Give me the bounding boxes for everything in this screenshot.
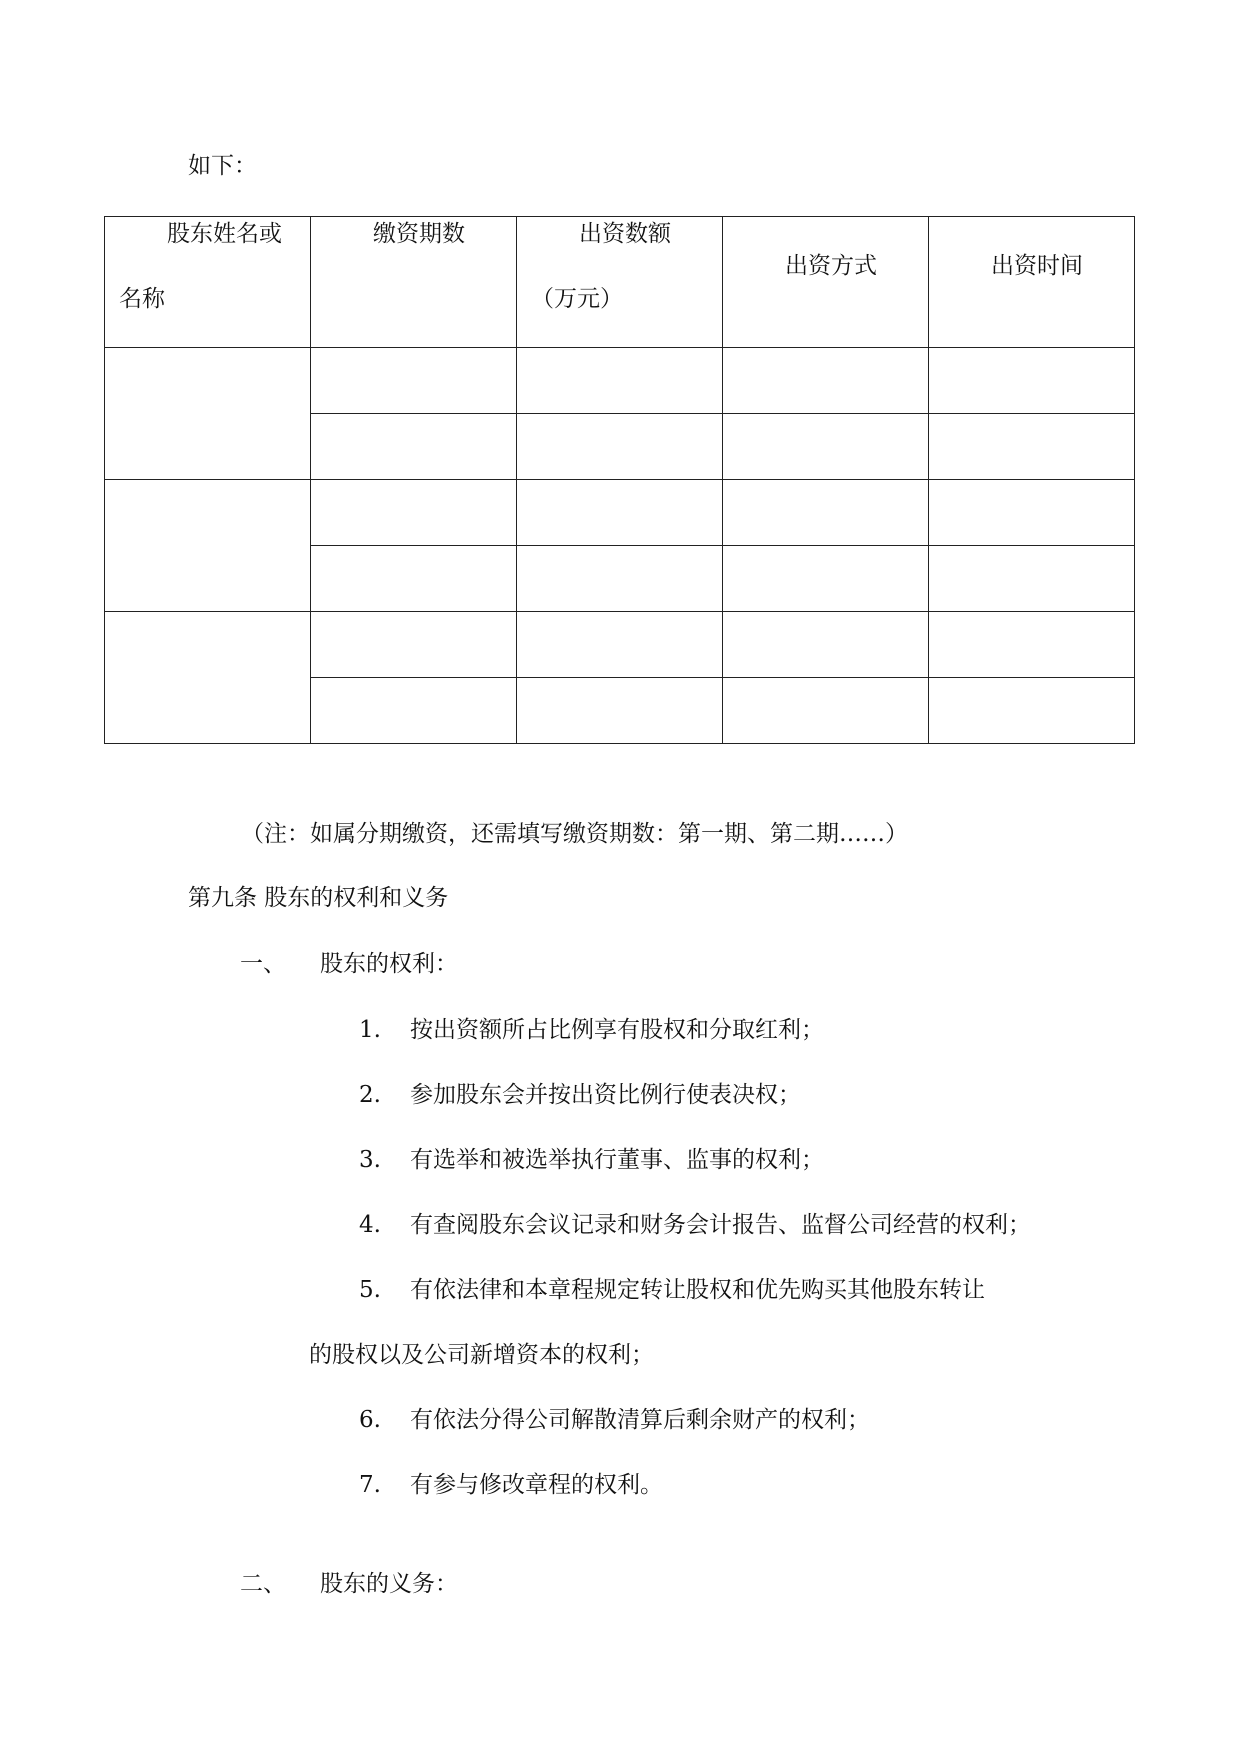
section-one-number: 一、 (240, 951, 286, 977)
header-amount-line2: （万元） (531, 286, 623, 312)
header-time-label: 出资时间 (991, 253, 1083, 279)
table-header-row (105, 217, 1135, 348)
installment-note: （注：如属分期缴资，还需填写缴资期数：第一期、第二期……） (241, 821, 908, 847)
installment-cell[interactable] (311, 612, 517, 678)
right-item-text: 有依法分得公司解散清算后剩余财产的权利； (410, 1407, 870, 1433)
installment-cell[interactable] (311, 546, 517, 612)
right-item-text: 有查阅股东会议记录和财务会计报告、监督公司经营的权利； (410, 1212, 1031, 1238)
amount-cell[interactable] (517, 678, 723, 744)
header-amount (517, 217, 723, 348)
intro-text: 如下： (188, 153, 257, 179)
right-item-text: 参加股东会并按出资比例行使表决权； (410, 1082, 801, 1108)
header-shareholder-line2: 名称 (119, 286, 165, 312)
table-row (105, 348, 1135, 414)
right-item-number: 5. (359, 1277, 381, 1303)
right-item-number: 4. (359, 1212, 381, 1238)
right-item-number: 6. (359, 1407, 381, 1433)
header-shareholder (105, 217, 311, 348)
installment-cell[interactable] (311, 414, 517, 480)
table-row (105, 612, 1135, 678)
right-item-continuation: 的股权以及公司新增资本的权利； (309, 1342, 654, 1368)
section-two-title: 股东的义务： (320, 1571, 458, 1597)
method-cell[interactable] (723, 678, 929, 744)
method-cell[interactable] (723, 414, 929, 480)
time-cell[interactable] (929, 678, 1135, 744)
header-method-label: 出资方式 (785, 253, 877, 279)
installment-cell[interactable] (311, 348, 517, 414)
method-cell[interactable] (723, 546, 929, 612)
installment-cell[interactable] (311, 480, 517, 546)
section-two-number: 二、 (240, 1571, 286, 1597)
amount-cell[interactable] (517, 348, 723, 414)
time-cell[interactable] (929, 414, 1135, 480)
header-amount-line1: 出资数额 (579, 221, 671, 247)
article-title: 第九条 股东的权利和义务 (188, 885, 449, 911)
header-installments (311, 217, 517, 348)
right-item-text: 有依法律和本章程规定转让股权和优先购买其他股东转让 (410, 1277, 985, 1303)
right-item-text: 按出资额所占比例享有股权和分取红利； (410, 1017, 824, 1043)
section-one-title: 股东的权利： (320, 951, 458, 977)
table-row (105, 480, 1135, 546)
amount-cell[interactable] (517, 414, 723, 480)
right-item-number: 2. (359, 1082, 381, 1108)
amount-cell[interactable] (517, 546, 723, 612)
right-item-text: 有选举和被选举执行董事、监事的权利； (410, 1147, 824, 1173)
header-shareholder-line1: 股东姓名或 (167, 221, 282, 247)
shareholder-cell[interactable] (105, 348, 311, 480)
time-cell[interactable] (929, 546, 1135, 612)
right-item-number: 7. (359, 1472, 381, 1498)
method-cell[interactable] (723, 348, 929, 414)
right-item-number: 3. (359, 1147, 381, 1173)
right-item-text: 有参与修改章程的权利。 (410, 1472, 663, 1498)
method-cell[interactable] (723, 480, 929, 546)
header-installments-label: 缴资期数 (373, 221, 465, 247)
header-time (929, 217, 1135, 348)
time-cell[interactable] (929, 348, 1135, 414)
installment-cell[interactable] (311, 678, 517, 744)
time-cell[interactable] (929, 480, 1135, 546)
amount-cell[interactable] (517, 480, 723, 546)
shareholder-cell[interactable] (105, 612, 311, 744)
method-cell[interactable] (723, 612, 929, 678)
amount-cell[interactable] (517, 612, 723, 678)
header-method (723, 217, 929, 348)
right-item-number: 1. (359, 1017, 381, 1043)
time-cell[interactable] (929, 612, 1135, 678)
shareholder-cell[interactable] (105, 480, 311, 612)
capital-contribution-table (104, 216, 1135, 744)
